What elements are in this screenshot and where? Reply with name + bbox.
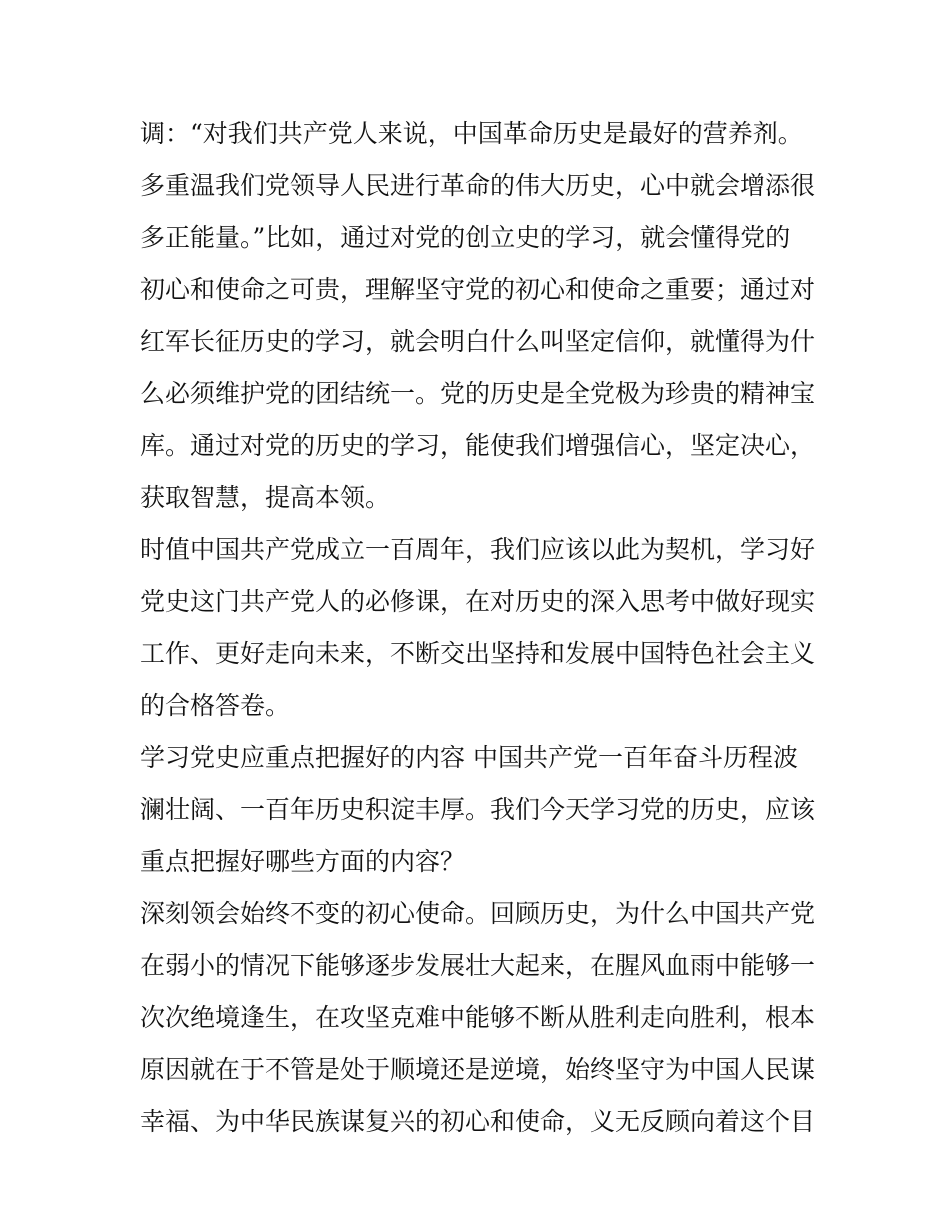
text-line: 次次绝境逢生，在攻坚克难中能够不断从胜利走向胜利，根本 <box>140 1003 815 1032</box>
text-line: 深刻领会始终不变的初心使命。回顾历史，为什么中国共产党 <box>140 899 815 928</box>
text-line: 原因就在于不管是处于顺境还是逆境，始终坚守为中国人民谋 <box>140 1055 815 1084</box>
text-line: 党史这门共产党人的必修课，在对历史的深入思考中做好现实 <box>140 587 815 616</box>
text-line: 在弱小的情况下能够逐步发展壮大起来，在腥风血雨中能够一 <box>140 951 815 980</box>
text-line: 学习党史应重点把握好的内容 中国共产党一百年奋斗历程波 <box>140 743 798 772</box>
text-line: 库。通过对党的历史的学习，能使我们增强信心，坚定决心， <box>140 431 815 460</box>
text-line: 红军长征历史的学习，就会明白什么叫坚定信仰，就懂得为什 <box>140 327 815 356</box>
text-line: 调：“对我们共产党人来说，中国革命历史是最好的营养剂。 <box>140 119 803 148</box>
document-body <box>140 108 815 1148</box>
text-line: 幸福、为中华民族谋复兴的初心和使命，义无反顾向着这个目 <box>140 1107 815 1136</box>
text-line: 澜壮阔、一百年历史积淀丰厚。我们今天学习党的历史，应该 <box>140 795 815 824</box>
text-line: 多正能量。”比如，通过对党的创立史的学习，就会懂得党的 <box>140 223 791 252</box>
text-line: 重点把握好哪些方面的内容？ <box>140 847 466 876</box>
text-line: 的合格答卷。 <box>140 691 291 720</box>
text-line: 时值中国共产党成立一百周年，我们应该以此为契机，学习好 <box>140 535 815 564</box>
text-line: 获取智慧，提高本领。 <box>140 483 391 512</box>
text-line: 么必须维护党的团结统一。党的历史是全党极为珍贵的精神宝 <box>140 379 815 408</box>
text-line: 多重温我们党领导人民进行革命的伟大历史，心中就会增添很 <box>140 171 815 200</box>
text-line: 工作、更好走向未来，不断交出坚持和发展中国特色社会主义 <box>140 639 815 668</box>
text-line: 初心和使命之可贵，理解坚守党的初心和使命之重要；通过对 <box>140 275 815 304</box>
